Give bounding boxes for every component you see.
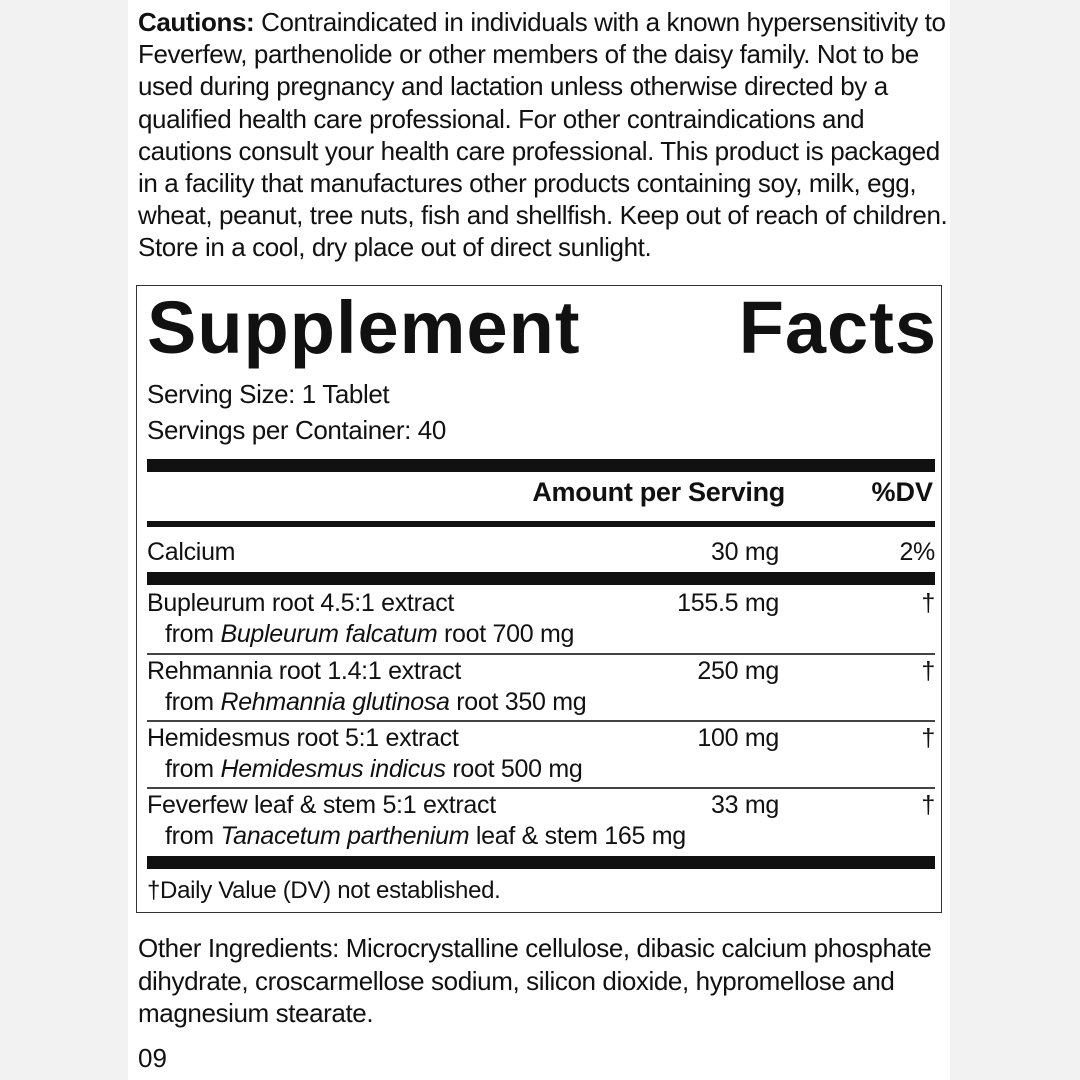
nutrient-name: Calcium	[147, 538, 236, 566]
header-amount-per-serving: Amount per Serving	[532, 477, 785, 507]
lot-code: 09	[138, 1043, 167, 1073]
ingredient-source: from Hemidesmus indicus root 500 mg	[165, 755, 583, 783]
facts-title	[147, 288, 937, 368]
cautions-label: Cautions:	[138, 7, 255, 37]
ingredient-dv: †	[921, 791, 935, 819]
ingredient-name: Feverfew leaf & stem 5:1 extract	[147, 791, 496, 819]
ingredient-species: Rehmannia glutinosa	[220, 688, 450, 716]
ingredient-amount: 100 mg	[697, 724, 779, 752]
facts-title-word2: Facts	[738, 286, 937, 369]
cautions-paragraph	[138, 6, 950, 264]
ingredient-species: Hemidesmus indicus	[220, 755, 446, 783]
ingredient-species: Tanacetum parthenium	[220, 822, 470, 850]
medium-divider	[147, 521, 935, 527]
serving-size: Serving Size: 1 Tablet	[147, 379, 390, 409]
ingredient-dv: †	[921, 589, 935, 617]
label-page	[128, 0, 950, 1080]
ingredient-source: from Bupleurum falcatum root 700 mg	[165, 620, 575, 648]
thin-divider	[147, 720, 935, 722]
ingredient-dv: †	[921, 657, 935, 685]
thin-divider	[147, 653, 935, 655]
ingredient-name: Bupleurum root 4.5:1 extract	[147, 589, 455, 617]
thick-divider	[147, 459, 935, 472]
dv-footnote: †Daily Value (DV) not established.	[147, 877, 501, 904]
cautions-text: Contraindicated in individuals with a known hypersensitivity to Feverfew, parthenolide or other members of the daisy family. Not to be used during pregnancy and lactation unless otherwise directed by a qualified health care professional. For other contraindications and cautions consult your health care professional. This product is packaged in a facility that manufactures other products containing soy, milk, egg, wheat, peanut, tree nuts, fish and shellfish. Keep out of reach of children. Store in a cool, dry place out of direct sunlight.	[138, 7, 948, 263]
ingredient-amount: 155.5 mg	[677, 589, 779, 617]
ingredient-name: Hemidesmus root 5:1 extract	[147, 724, 459, 752]
thick-divider	[147, 856, 935, 869]
ingredient-dv: †	[921, 724, 935, 752]
header-dv: %DV	[871, 477, 933, 507]
nutrient-dv: 2%	[899, 538, 935, 566]
thick-divider	[147, 572, 935, 585]
ingredient-species: Bupleurum falcatum	[220, 620, 438, 648]
other-ingredients: Other Ingredients: Microcrystalline cellulose, dibasic calcium phosphate dihydrate, croscarmellose sodium, silicon dioxide, hypromellose and magnesium stearate.	[138, 933, 932, 1028]
servings-per-container: Servings per Container: 40	[147, 415, 446, 445]
facts-title-word1: Supplement	[147, 286, 581, 369]
ingredient-amount: 250 mg	[697, 657, 779, 685]
ingredient-source: from Tanacetum parthenium leaf & stem 165 mg	[165, 822, 686, 850]
thin-divider	[147, 787, 935, 789]
ingredient-amount: 33 mg	[711, 791, 779, 819]
supplement-facts-panel	[136, 285, 942, 913]
ingredient-name: Rehmannia root 1.4:1 extract	[147, 657, 462, 685]
serving-info	[147, 376, 446, 448]
ingredient-source: from Rehmannia glutinosa root 350 mg	[165, 688, 587, 716]
nutrient-amount: 30 mg	[711, 538, 779, 566]
